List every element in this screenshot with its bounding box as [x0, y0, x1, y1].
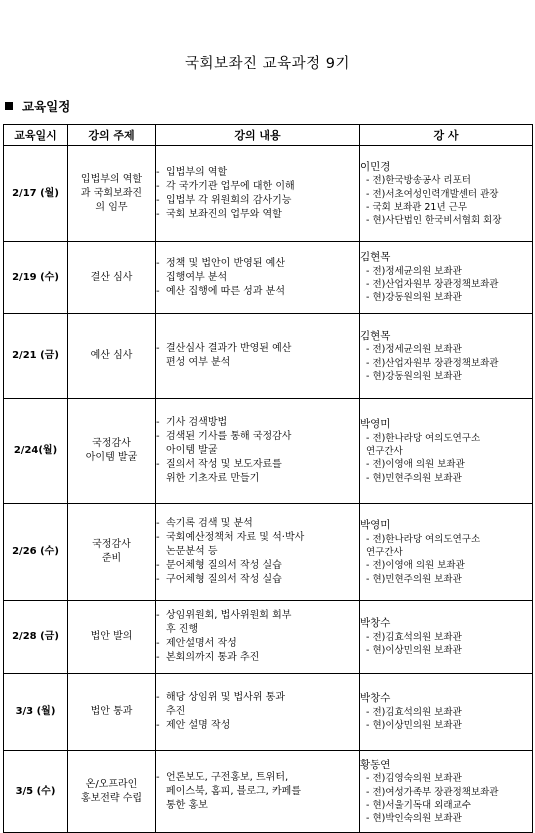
dash-bullet: - — [156, 574, 160, 585]
content-item — [156, 637, 359, 651]
row-lecturer — [360, 242, 533, 314]
lecturer-career-line: 연구간사 — [366, 446, 403, 458]
row-lecturer — [360, 146, 533, 242]
topic-line: 과 국회보좌진 — [80, 187, 143, 199]
row-lecturer — [360, 314, 533, 399]
topic-line: 예산 심사 — [90, 350, 133, 361]
table-row — [4, 242, 533, 314]
row-content — [156, 399, 360, 504]
row-content — [156, 751, 360, 833]
content-item — [156, 208, 359, 222]
content-item-text — [166, 771, 359, 813]
content-item-text — [166, 651, 359, 665]
content-item — [156, 166, 359, 180]
topic-line: 결산 심사 — [90, 271, 133, 283]
row-lecturer — [360, 674, 533, 751]
lecturer-career-line: - 전)여성가족부 장관정책보좌관 — [366, 786, 499, 798]
row-date: 2/28 (금) — [4, 601, 68, 674]
lecturer-name: 김현목 — [360, 251, 391, 264]
dash-bullet: - — [156, 638, 160, 649]
content-line: 제안 설명 작성 — [166, 720, 231, 731]
lecturer-career-line: - 전)김효석의원 보좌관 — [366, 707, 462, 719]
topic-line: 의 임무 — [95, 201, 128, 213]
lecturer-career-line: - 현)사단법인 한국비서협회 회장 — [366, 215, 502, 227]
content-line: 통한 홍보 — [166, 799, 208, 811]
content-item — [156, 430, 359, 458]
row-date: 3/5 (수) — [4, 751, 68, 833]
row-topic — [68, 146, 156, 242]
section-heading-label: 교육일정 — [22, 99, 71, 114]
square-bullet-icon — [5, 102, 13, 110]
row-topic — [68, 674, 156, 751]
row-content — [156, 242, 360, 314]
row-date: 2/21 (금) — [4, 314, 68, 399]
content-item — [156, 531, 359, 559]
lecturer-career-line: - 현)강동원의원 보좌관 — [366, 370, 462, 382]
content-item — [156, 517, 359, 531]
lecturer-career-line: - 전)정세균의원 보좌관 — [366, 344, 462, 356]
row-date: 3/3 (월) — [4, 674, 68, 751]
row-topic — [68, 399, 156, 504]
content-item-text — [166, 637, 359, 651]
dash-bullet: - — [156, 692, 160, 703]
dash-bullet: - — [156, 343, 160, 354]
content-line: 결산심사 결과가 반영된 예산 — [166, 343, 292, 354]
content-item — [156, 691, 359, 719]
topic-line: 입법부의 역할 — [80, 173, 143, 185]
lecturer-career-line: - 현)서울기독대 외래교수 — [366, 799, 471, 811]
table-row — [4, 751, 533, 833]
content-item — [156, 573, 359, 587]
row-topic — [68, 242, 156, 314]
row-date: 2/26 (수) — [4, 504, 68, 601]
row-topic — [68, 751, 156, 833]
dash-bullet: - — [156, 208, 160, 220]
lecturer-career-line: 연구간사 — [366, 547, 403, 559]
lecturer-career-line: - 현)박인숙의원 보좌관 — [366, 813, 462, 825]
row-lecturer — [360, 504, 533, 601]
content-item-text — [166, 285, 359, 299]
content-line: 후 진행 — [166, 624, 199, 635]
table-header-row — [4, 125, 533, 146]
lecturer-career-line: - 현)민현주의원 보좌관 — [366, 472, 462, 484]
content-item — [156, 559, 359, 573]
header-content: 강의 내용 — [156, 125, 360, 146]
document-title: 국회보좌진 교육과정 9기 — [184, 56, 350, 72]
topic-line: 준비 — [101, 553, 122, 564]
topic-line: 법안 통과 — [90, 706, 133, 717]
lecturer-career-line: - 현)강동원의원 보좌관 — [366, 292, 462, 304]
lecturer-name: 이민경 — [360, 160, 391, 173]
dash-bullet: - — [156, 652, 160, 663]
topic-line: 홍보전략 수립 — [80, 792, 143, 804]
lecturer-career-line: - 전)산업자원부 장관정책보좌관 — [366, 357, 499, 369]
content-item-text — [166, 691, 359, 719]
dash-bullet: - — [156, 285, 160, 297]
lecturer-career-line: - 전)산업자원부 장관정책보좌관 — [366, 279, 499, 291]
dash-bullet: - — [156, 459, 160, 470]
dash-bullet: - — [156, 532, 160, 543]
table-row — [4, 674, 533, 751]
content-line: 각 국가기관 업무에 대한 이해 — [166, 180, 295, 192]
row-content — [156, 504, 360, 601]
lecturer-career-line: - 전)이영애 의원 보좌관 — [366, 560, 465, 572]
content-item-text — [166, 609, 359, 637]
row-date: 2/19 (수) — [4, 242, 68, 314]
row-content — [156, 314, 360, 399]
topic-line: 국정감사 — [92, 438, 131, 449]
content-item-text — [166, 458, 359, 486]
content-line: 입법부의 역할 — [166, 166, 228, 178]
content-line: 예산 집행에 따른 성과 분석 — [166, 285, 285, 297]
content-item-text — [166, 180, 359, 194]
row-date: 2/24(월) — [4, 399, 68, 504]
lecturer-career-line: - 전)정세균의원 보좌관 — [366, 265, 462, 277]
header-topic: 강의 주제 — [68, 125, 156, 146]
content-item-text — [166, 208, 359, 222]
content-line: 페이스북, 홈피, 블로그, 카페를 — [166, 785, 301, 797]
lecturer-name: 박영미 — [360, 519, 391, 532]
lecturer-career-line: - 전)한나라당 여의도연구소 — [366, 533, 481, 545]
row-topic — [68, 601, 156, 674]
content-line: 상임위원회, 법사위원회 회부 — [166, 610, 292, 621]
topic-line: 온/오프라인 — [85, 778, 138, 790]
lecturer-career-line: - 전)서초여성인력개발센터 관장 — [366, 188, 499, 200]
content-item-text — [166, 194, 359, 208]
content-line: 정책 및 법안이 반영된 예산 — [166, 257, 285, 269]
content-line: 국회 보좌진의 업무와 역할 — [166, 208, 282, 220]
header-lecturer: 강 사 — [360, 125, 533, 146]
lecturer-name: 박창수 — [360, 617, 391, 630]
dash-bullet: - — [156, 417, 160, 428]
content-item-text — [166, 166, 359, 180]
content-line: 논문분석 등 — [166, 546, 218, 557]
lecturer-career-line: - 전)이영애 의원 보좌관 — [366, 459, 465, 471]
table-row — [4, 601, 533, 674]
lecturer-career-line: - 현)이상민의원 보좌관 — [366, 720, 462, 732]
content-line: 추진 — [166, 706, 186, 717]
dash-bullet: - — [156, 518, 160, 529]
content-item — [156, 180, 359, 194]
row-lecturer — [360, 399, 533, 504]
content-item — [156, 416, 359, 430]
lecturer-career-line: - 현)민현주의원 보좌관 — [366, 573, 462, 585]
content-item-text — [166, 559, 359, 573]
content-line: 국회예산정책처 자료 및 석·박사 — [166, 532, 305, 543]
content-item — [156, 609, 359, 637]
content-line: 제안설명서 작성 — [166, 638, 237, 649]
content-line: 해당 상임위 및 법사위 통과 — [166, 692, 285, 703]
content-item-text — [166, 531, 359, 559]
content-item-text — [166, 416, 359, 430]
content-item — [156, 458, 359, 486]
dash-bullet: - — [156, 431, 160, 442]
table-row — [4, 314, 533, 399]
dash-bullet: - — [156, 720, 160, 731]
row-topic — [68, 314, 156, 399]
lecturer-name: 김현목 — [360, 329, 391, 342]
content-item — [156, 194, 359, 208]
lecturer-career-line: - 현)이상민의원 보좌관 — [366, 645, 462, 657]
content-item-text — [166, 517, 359, 531]
content-item — [156, 257, 359, 285]
lecturer-career-line: - 전)한나라당 여의도연구소 — [366, 432, 481, 444]
content-line: 위한 기초자료 만들기 — [166, 473, 260, 484]
row-date: 2/17 (월) — [4, 146, 68, 242]
content-item-text — [166, 257, 359, 285]
content-item — [156, 719, 359, 733]
table-row — [4, 399, 533, 504]
schedule-table — [3, 124, 533, 833]
dash-bullet: - — [156, 771, 160, 783]
content-item — [156, 285, 359, 299]
header-date: 교육일시 — [4, 125, 68, 146]
content-line: 입법부 각 위원회의 감사기능 — [166, 194, 292, 206]
lecturer-career-line: - 전)한국방송공사 리포터 — [366, 175, 471, 187]
content-line: 편성 여부 분석 — [166, 357, 231, 368]
dash-bullet: - — [156, 166, 160, 178]
content-line: 질의서 작성 및 보도자료를 — [166, 459, 282, 470]
row-lecturer — [360, 751, 533, 833]
content-line: 속기록 검색 및 분석 — [166, 518, 253, 529]
content-line: 본회의까지 통과 추진 — [166, 652, 260, 663]
content-item — [156, 651, 359, 665]
section-heading — [5, 97, 70, 115]
content-line: 기사 검색방법 — [166, 417, 228, 428]
content-line: 검색된 기사를 통해 국정감사 — [166, 431, 292, 442]
content-item-text — [166, 573, 359, 587]
content-item-text — [166, 342, 359, 370]
content-line: 집행여부 분석 — [166, 271, 228, 283]
table-row — [4, 504, 533, 601]
content-line: 문어체형 질의서 작성 실습 — [166, 560, 282, 571]
topic-line: 국정감사 — [92, 539, 131, 550]
lecturer-career-line: - 전)김효석의원 보좌관 — [366, 632, 462, 644]
dash-bullet: - — [156, 180, 160, 192]
lecturer-career-line: - 국회 보좌관 21년 근무 — [366, 201, 468, 213]
dash-bullet: - — [156, 560, 160, 571]
row-topic — [68, 504, 156, 601]
content-item-text — [166, 719, 359, 733]
lecturer-name: 박영미 — [360, 418, 391, 431]
topic-line: 법안 발의 — [90, 631, 133, 642]
content-item — [156, 771, 359, 813]
row-content — [156, 674, 360, 751]
row-content — [156, 146, 360, 242]
topic-line: 아이템 발굴 — [85, 452, 138, 463]
content-item-text — [166, 430, 359, 458]
table-row — [4, 146, 533, 242]
content-item — [156, 342, 359, 370]
content-line: 언론보도, 구전홍보, 트위터, — [166, 771, 289, 783]
content-line: 구어체형 질의서 작성 실습 — [166, 574, 282, 585]
dash-bullet: - — [156, 257, 160, 269]
row-lecturer — [360, 601, 533, 674]
row-content — [156, 601, 360, 674]
lecturer-name: 박창수 — [360, 692, 391, 705]
lecturer-career-line: - 전)김영숙의원 보좌관 — [366, 773, 462, 785]
dash-bullet: - — [156, 194, 160, 206]
dash-bullet: - — [156, 610, 160, 621]
content-line: 아이템 발굴 — [166, 445, 218, 456]
lecturer-name: 황동연 — [360, 758, 391, 771]
